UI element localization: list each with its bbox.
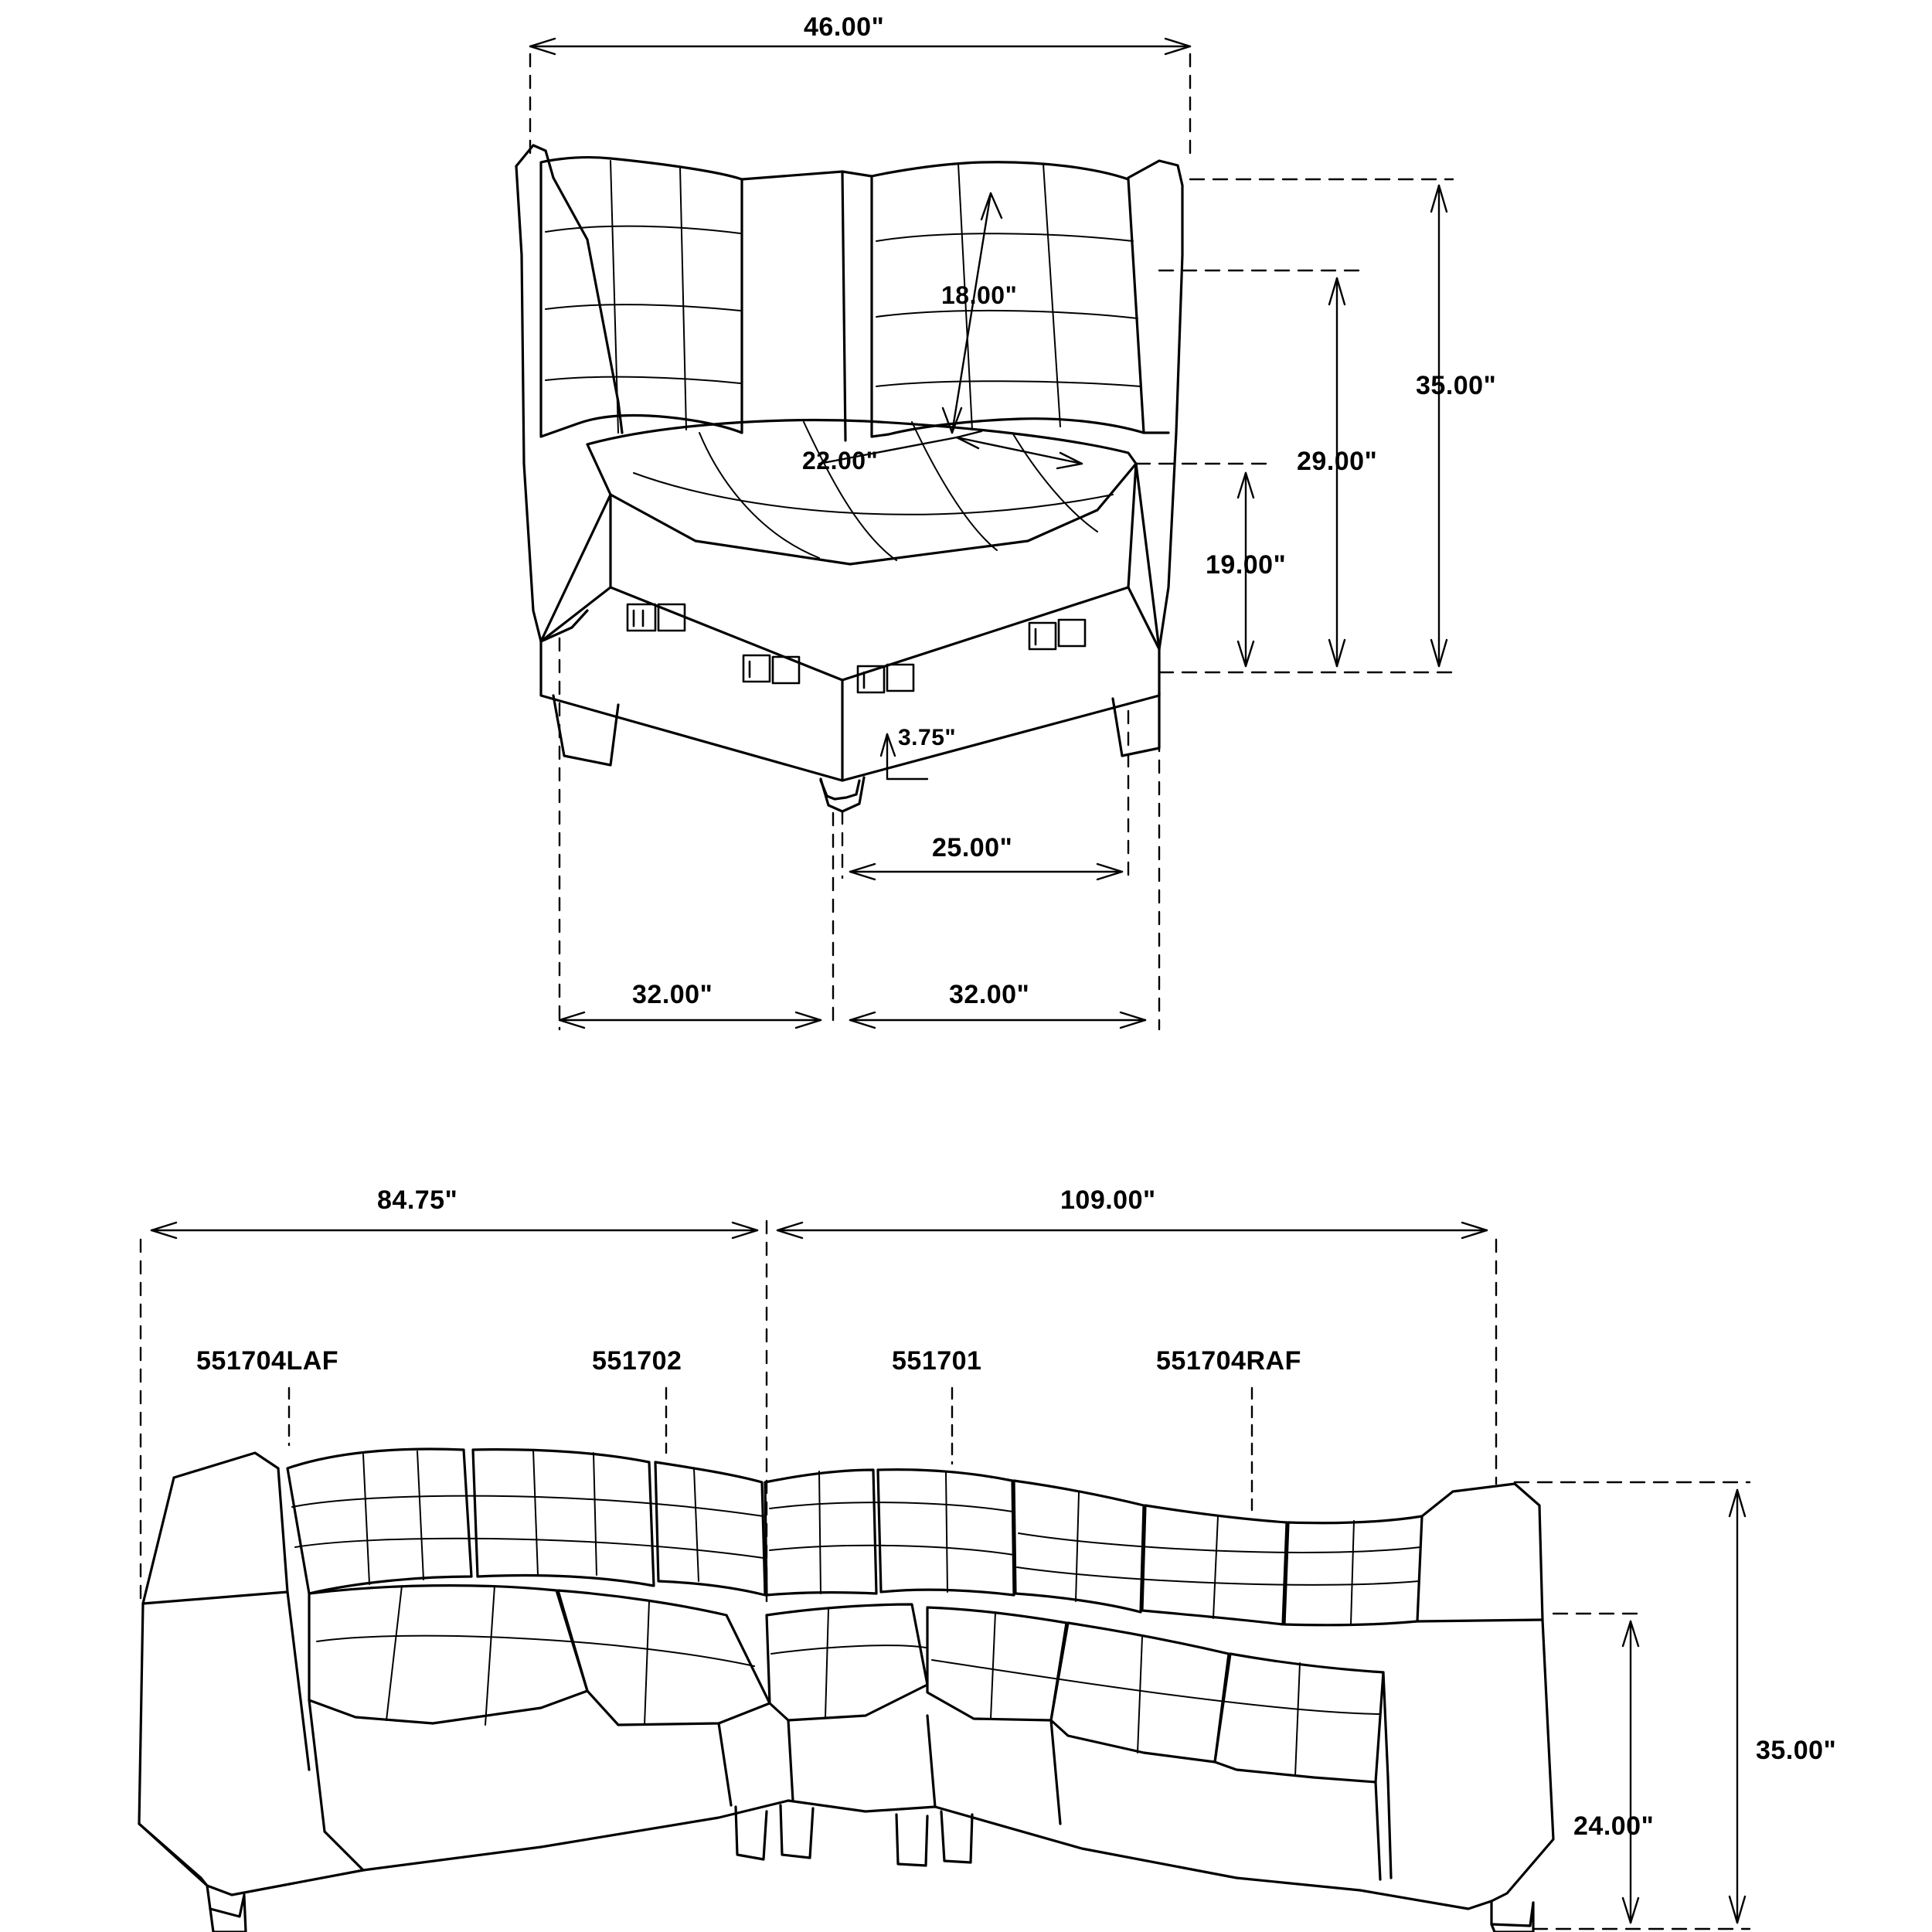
dimension-overall-height-sectional: 35.00"	[1756, 1736, 1837, 1765]
dimension-right-side-width: 32.00"	[949, 980, 1030, 1009]
corner-dimensions-lines	[530, 39, 1453, 1029]
dimension-left-span: 84.75"	[377, 1185, 458, 1215]
sectional-dimensions-lines	[141, 1221, 1750, 1929]
dimension-front-face-width: 25.00"	[932, 833, 1013, 862]
dimension-seat-depth: 22.00"	[802, 447, 879, 474]
dimension-seat-height: 19.00"	[1206, 550, 1287, 580]
sectional-drawing	[139, 1449, 1553, 1932]
dimension-overall-height-corner: 35.00"	[1416, 371, 1497, 400]
dimension-left-side-width: 32.00"	[632, 980, 713, 1009]
dimension-width-top: 46.00"	[804, 12, 885, 42]
part-label-armless: 551702	[592, 1346, 682, 1376]
dimension-leg-height: 3.75"	[898, 725, 957, 750]
dimension-right-span: 109.00"	[1060, 1185, 1156, 1215]
part-label-corner: 551701	[892, 1346, 982, 1376]
corner-module-drawing	[516, 145, 1182, 811]
part-label-raf: 551704RAF	[1156, 1346, 1301, 1376]
part-label-laf: 551704LAF	[196, 1346, 339, 1376]
dimension-back-height: 29.00"	[1297, 447, 1378, 476]
dimension-back-cushion-height: 18.00"	[941, 281, 1018, 309]
dimension-arm-height: 24.00"	[1573, 1811, 1655, 1841]
